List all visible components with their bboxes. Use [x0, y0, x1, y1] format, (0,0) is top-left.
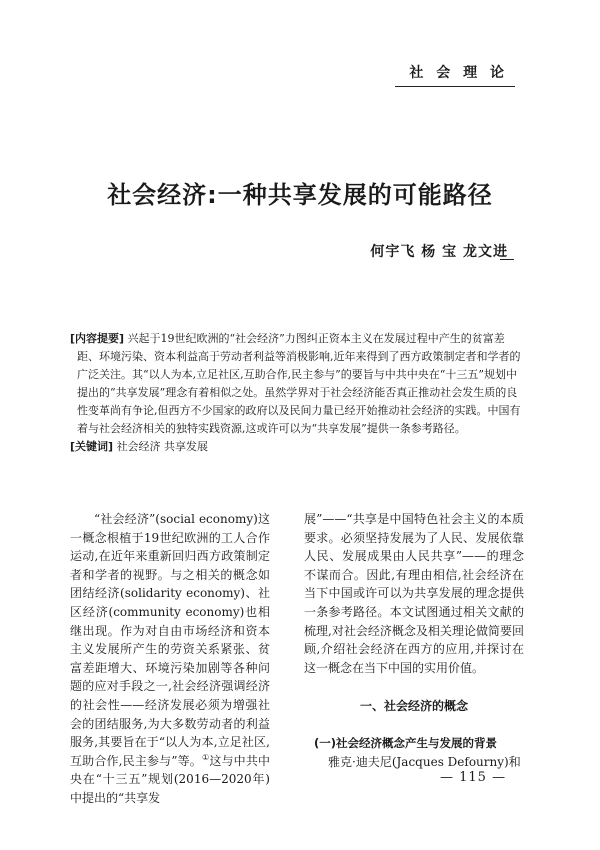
- keywords-label: [关键词]: [70, 440, 114, 453]
- header-rule: [395, 86, 515, 87]
- section-tag: 社 会 理 论: [409, 65, 508, 81]
- subsection-heading: (一)社会经济概念产生与发展的背景: [314, 735, 498, 750]
- body-column-right: [304, 510, 524, 771]
- keywords-line: [70, 438, 525, 456]
- abstract-paragraph: [70, 330, 525, 438]
- body-text: “社会经济”(social economy)这一概念根植于19世纪欧洲的工人合作运动,在近年来重新回归西方政策制定者和学者的视野。与之相关的概念如团结经济(solidarity economy)、社区经济(community economy)也相继出现。作为对自由市场经济和资本主义发展所产生的劳资关系紧张、贫富差距增大、环境污染加剧等各种问题的应对手段之一,社会经济强调经济的社会性——经济发展必须为增强社会的团结服务,为大多数劳动者的利益服务,其要旨在于“以人为本,立足社区,互助合作,民主参与”等。: [70, 512, 270, 768]
- abstract-label: [内容提要]: [70, 332, 125, 345]
- keywords-text: 社会经济 共享发展: [116, 440, 209, 453]
- body-paragraph: [70, 510, 270, 808]
- body-column-left: [70, 510, 270, 808]
- abstract-block: [70, 330, 525, 456]
- body-text-cont: 这与中共中央在“十三五”规划(2016—2020年)中提出的“共享发: [70, 753, 270, 805]
- author-rule: [500, 259, 514, 260]
- article-authors: 何宇飞 杨 宝 龙文进: [370, 244, 508, 260]
- footnote-ref[interactable]: ①: [201, 752, 210, 762]
- body-paragraph-cont: 展”——“共享是中国特色社会主义的本质要求。必须坚持发展为了人民、发展依靠人民、发展成果由人民共享”——的理念不谋而合。因此,有理由相信,社会经济在当下中国或许可以为共享发展的理念提供一条参考路径。本文试图通过相关文献的梳理,对社会经济概念及相关理论做简要回顾,介绍社会经济在西方的应用,并探讨在这一概念在当下中国的实用价值。: [304, 512, 524, 675]
- section-heading: 一、社会经济的概念: [359, 699, 468, 714]
- body-paragraph-next: 雅克·迪夫尼(Jacques Defourny)和: [328, 754, 521, 769]
- article-title: 社会经济:一种共享发展的可能路径: [107, 181, 493, 209]
- page-number: — 115 —: [440, 770, 507, 785]
- abstract-text: 兴起于19世纪欧洲的“社会经济”力图纠正资本主义在发展过程中产生的贫富差距、环境污染、资本利益高于劳动者利益等消极影响,近年来得到了西方政策制定者和学者的广泛关注。其“以人为本,立足社区,互助合作,民主参与”的要旨与中共中央在“十三五”规划中提出的“共享发展”理念有着相似之处。虽然学界对于社会经济能否真正推动社会发生质的良性变革尚有争论,但西方不少国家的政府以及民间力量已经开始推动社会经济的实践。中国有着与社会经济相关的独特实践资源,这或许可以为“共享发展”提供一条参考路径。: [77, 332, 521, 435]
